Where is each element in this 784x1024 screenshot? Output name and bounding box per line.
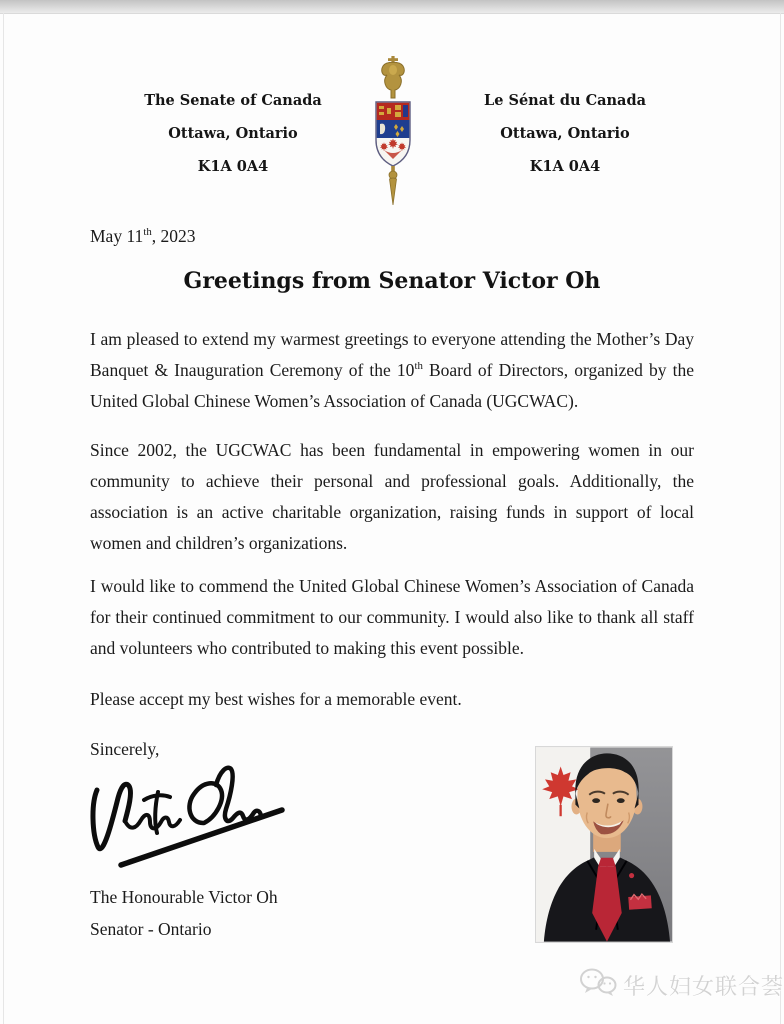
board-ordinal: th [414,360,423,373]
letterhead-english-line2: Ottawa, Ontario [168,125,298,142]
scan-top-edge [0,0,784,14]
letterhead-english [88,84,378,183]
watermark [578,966,784,1005]
letterhead-french-line2: Ottawa, Ontario [500,125,630,142]
wechat-logo-icon [578,966,618,1005]
date-ordinal: th [143,226,152,239]
letterhead-french [418,84,712,183]
paragraph-greeting-text: I am pleased to extend my warmest greetings to everyone attending the Mother’s Day Banquet & Inauguration Ceremony of the 10 [90,329,694,380]
senator-portrait-photo [535,746,673,943]
scan-left-edge [3,13,4,1024]
signature-block [90,882,278,945]
paragraph-wishes: Please accept my best wishes for a memorable event. [90,689,462,709]
signer-role: Senator - Ontario [90,918,212,939]
closing-salutation: Sincerely, [90,739,160,759]
letterhead-french-line3: K1A 0A4 [529,158,601,175]
paragraph-greeting [90,324,694,417]
paragraph-history: Since 2002, the UGCWAC has been fundamental in empowering women in our community to achieve their personal and professional goals. Additionally, the association is an active charitable organization, raising funds in support of local women and children’s organizations. [90,440,694,553]
senate-crest-icon [368,56,418,213]
letterhead-english-line1: The Senate of Canada [144,92,322,109]
letter-title: Greetings from Senator Victor Oh [183,268,601,294]
date-day: May 11 [90,226,144,246]
letterhead-french-line1: Le Sénat du Canada [484,92,646,109]
signature-icon [84,758,304,885]
signer-name: The Honourable Victor Oh [90,887,278,907]
date-year: , 2023 [151,226,196,246]
letter-date [90,226,196,247]
paragraph-greeting-text-cont: Board of Directors, organized by the United Global Chinese Women’s Association of Canada (UGCWAC). [90,360,694,411]
letterhead-english-line3: K1A 0A4 [197,158,269,175]
paragraph-commendation: I would like to commend the United Global Chinese Women’s Association of Canada for their continued commitment to our community. I would also like to thank all staff and volunteers who contributed to making this event possible. [90,576,694,658]
watermark-text: 华人妇女联合荟 [623,975,784,1000]
scan-right-edge [780,13,781,1024]
